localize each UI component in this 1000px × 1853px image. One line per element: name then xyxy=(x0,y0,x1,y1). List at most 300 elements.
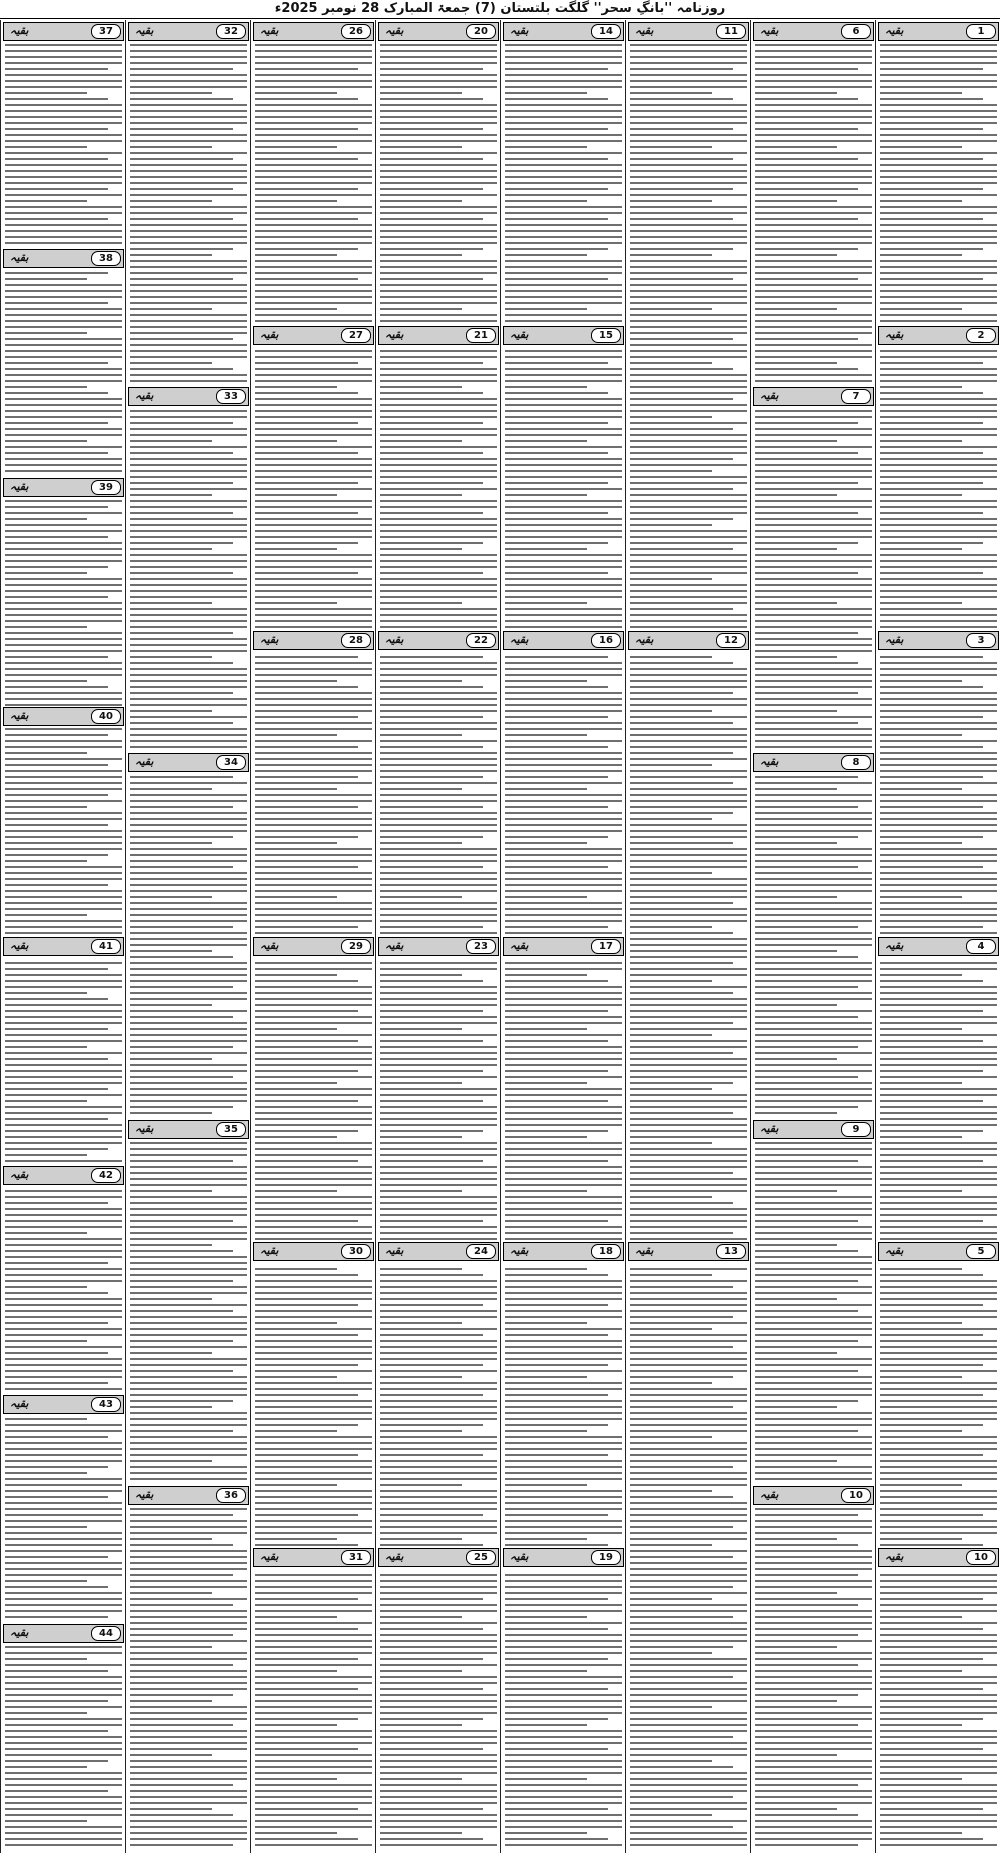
text-line xyxy=(5,1460,122,1462)
continuation-header xyxy=(878,22,999,41)
text-line xyxy=(380,506,497,508)
text-line xyxy=(130,578,247,580)
text-line xyxy=(630,1466,733,1468)
text-line xyxy=(255,920,372,922)
text-line xyxy=(5,104,122,106)
text-line xyxy=(5,1574,122,1576)
text-line xyxy=(880,68,983,70)
text-line xyxy=(880,668,997,670)
text-line xyxy=(505,206,622,208)
continuation-label: بقیہ xyxy=(385,633,404,646)
text-line xyxy=(880,158,983,160)
text-line xyxy=(755,470,872,472)
text-line xyxy=(5,1256,122,1258)
text-line xyxy=(505,986,622,988)
text-line xyxy=(5,1190,122,1192)
text-line xyxy=(880,272,997,274)
text-line xyxy=(630,1370,747,1372)
continuation-label: بقیہ xyxy=(760,755,779,768)
text-line xyxy=(755,530,872,532)
text-line xyxy=(505,1688,608,1690)
text-line xyxy=(755,548,837,550)
text-line xyxy=(630,986,747,988)
text-line xyxy=(880,728,997,730)
text-line xyxy=(880,1202,997,1204)
text-line xyxy=(630,602,747,604)
text-line xyxy=(630,56,747,58)
text-line xyxy=(5,758,122,760)
text-line xyxy=(5,1730,108,1732)
text-line xyxy=(380,1706,497,1708)
text-line xyxy=(255,1172,372,1174)
text-line xyxy=(755,1448,872,1450)
text-line xyxy=(505,272,622,274)
text-line xyxy=(130,1658,247,1660)
text-line xyxy=(755,1838,872,1840)
text-line xyxy=(130,812,247,814)
text-line xyxy=(130,800,247,802)
text-line xyxy=(5,1814,122,1816)
text-line xyxy=(880,236,997,238)
text-line xyxy=(880,140,997,142)
text-line xyxy=(255,530,372,532)
text-line xyxy=(505,1232,622,1234)
text-line xyxy=(755,446,872,448)
text-line xyxy=(755,1286,872,1288)
text-line xyxy=(505,1202,622,1204)
text-line xyxy=(630,1586,733,1588)
text-line xyxy=(755,1184,872,1186)
continuation-label: بقیہ xyxy=(135,755,154,768)
text-line xyxy=(380,614,497,616)
text-line xyxy=(505,140,622,142)
text-line xyxy=(880,1004,997,1006)
text-line xyxy=(380,692,497,694)
text-line xyxy=(880,1826,997,1828)
continuation-number: 3 xyxy=(966,633,996,648)
text-line xyxy=(880,752,997,754)
text-line xyxy=(5,530,122,532)
text-line xyxy=(130,104,247,106)
text-line xyxy=(130,1196,247,1198)
text-line xyxy=(505,608,622,610)
text-line xyxy=(880,1508,997,1510)
continuation-header xyxy=(253,1548,374,1567)
text-line xyxy=(755,1196,872,1198)
text-line xyxy=(380,1064,497,1066)
text-line xyxy=(5,1010,122,1012)
text-line xyxy=(505,1418,622,1420)
text-line xyxy=(255,1700,372,1702)
text-line xyxy=(130,1538,212,1540)
text-line xyxy=(380,1598,483,1600)
text-line xyxy=(5,1556,108,1558)
continuation-label: بقیہ xyxy=(10,1168,29,1181)
text-line xyxy=(505,500,622,502)
text-line xyxy=(5,1802,122,1804)
text-line xyxy=(755,1244,837,1246)
text-line xyxy=(880,314,997,316)
continuation-label: بقیہ xyxy=(510,939,529,952)
text-line xyxy=(755,80,872,82)
text-line xyxy=(755,1628,872,1630)
text-line xyxy=(255,872,372,874)
text-line xyxy=(380,1664,497,1666)
text-line xyxy=(380,248,483,250)
text-line xyxy=(505,410,622,412)
text-line xyxy=(5,506,108,508)
text-line xyxy=(630,1070,747,1072)
continuation-number: 6 xyxy=(841,24,871,39)
text-line xyxy=(630,1484,747,1486)
text-line xyxy=(130,974,247,976)
text-line xyxy=(130,1154,247,1156)
text-line xyxy=(880,1064,997,1066)
text-line xyxy=(380,1166,497,1168)
text-line xyxy=(130,50,247,52)
text-line xyxy=(880,170,997,172)
text-line xyxy=(880,320,997,322)
text-line xyxy=(755,338,858,340)
text-line xyxy=(755,1076,858,1078)
text-line xyxy=(5,692,122,694)
text-line xyxy=(380,1100,483,1102)
text-line xyxy=(505,458,622,460)
text-line xyxy=(630,1124,747,1126)
text-line xyxy=(130,1292,247,1294)
text-line xyxy=(5,578,122,580)
text-line xyxy=(255,1334,358,1336)
continuation-number: 25 xyxy=(466,1550,496,1565)
text-line xyxy=(755,1376,872,1378)
text-line xyxy=(505,1184,622,1186)
text-line xyxy=(630,1754,747,1756)
text-line xyxy=(880,524,997,526)
text-line xyxy=(130,1034,247,1036)
text-line xyxy=(630,596,747,598)
text-line xyxy=(505,836,608,838)
text-line xyxy=(130,1814,233,1816)
text-line xyxy=(755,644,872,646)
text-line xyxy=(380,1838,483,1840)
text-line xyxy=(255,1796,372,1798)
text-line xyxy=(755,608,872,610)
text-line xyxy=(505,806,608,808)
continuation-number: 38 xyxy=(91,251,121,266)
text-line xyxy=(505,1304,608,1306)
text-line xyxy=(505,1142,622,1144)
continuation-label: بقیہ xyxy=(10,251,29,264)
text-line xyxy=(380,314,497,316)
text-line xyxy=(505,266,622,268)
text-line xyxy=(5,1154,87,1156)
text-line xyxy=(5,80,122,82)
text-line xyxy=(505,242,622,244)
text-line xyxy=(880,1400,997,1402)
text-line xyxy=(255,188,358,190)
text-line xyxy=(255,122,372,124)
text-line xyxy=(380,1286,497,1288)
text-line xyxy=(380,512,483,514)
text-line xyxy=(255,1604,372,1606)
text-line xyxy=(380,560,497,562)
text-line xyxy=(880,626,997,628)
text-line xyxy=(5,1070,122,1072)
text-line xyxy=(755,1442,872,1444)
text-line xyxy=(505,146,587,148)
text-line xyxy=(5,86,122,88)
text-line xyxy=(5,740,122,742)
text-line xyxy=(630,902,733,904)
text-line xyxy=(505,1088,622,1090)
text-line xyxy=(880,1682,997,1684)
text-line xyxy=(880,1760,997,1762)
text-line xyxy=(505,974,587,976)
text-line xyxy=(380,1760,497,1762)
text-line xyxy=(880,116,997,118)
text-line xyxy=(130,986,233,988)
text-line xyxy=(755,1748,872,1750)
text-line xyxy=(880,584,997,586)
text-line xyxy=(755,704,872,706)
text-line xyxy=(505,998,622,1000)
text-line xyxy=(755,1832,872,1834)
text-line xyxy=(630,1718,747,1720)
text-line xyxy=(130,656,212,658)
text-line xyxy=(505,812,622,814)
text-line xyxy=(130,80,247,82)
continuation-header xyxy=(878,937,999,956)
text-line xyxy=(880,512,983,514)
text-line xyxy=(755,440,837,442)
text-line xyxy=(255,1376,337,1378)
text-line xyxy=(755,1688,872,1690)
text-line xyxy=(255,194,372,196)
text-line xyxy=(130,140,247,142)
text-line xyxy=(255,1766,372,1768)
text-line xyxy=(255,806,358,808)
text-line xyxy=(380,860,497,862)
text-line xyxy=(5,116,122,118)
text-line xyxy=(755,500,872,502)
text-line xyxy=(380,1298,497,1300)
text-line xyxy=(630,818,712,820)
text-line xyxy=(130,1598,247,1600)
text-line xyxy=(630,1658,747,1660)
text-line xyxy=(130,1388,247,1390)
text-line xyxy=(380,224,497,226)
text-line xyxy=(255,272,372,274)
text-line xyxy=(505,818,622,820)
text-line xyxy=(130,1412,247,1414)
text-line xyxy=(880,242,997,244)
text-line xyxy=(130,860,247,862)
text-line xyxy=(880,776,983,778)
text-line xyxy=(630,782,733,784)
text-line xyxy=(5,1034,122,1036)
text-line xyxy=(5,1682,122,1684)
text-line xyxy=(5,1568,122,1570)
text-line xyxy=(505,428,622,430)
text-line xyxy=(755,782,872,784)
text-line xyxy=(5,560,122,562)
text-line xyxy=(630,1352,747,1354)
text-line xyxy=(380,962,497,964)
text-line xyxy=(630,1730,747,1732)
text-line xyxy=(630,920,747,922)
text-line xyxy=(5,1334,122,1336)
continuation-header xyxy=(503,1242,624,1261)
text-line xyxy=(880,710,997,712)
text-line xyxy=(755,1364,872,1366)
text-line xyxy=(5,1736,122,1738)
text-line xyxy=(5,1742,122,1744)
text-line xyxy=(880,1088,997,1090)
text-line xyxy=(755,986,858,988)
text-line xyxy=(255,134,372,136)
text-line xyxy=(630,524,712,526)
text-line xyxy=(505,704,622,706)
text-line xyxy=(380,416,497,418)
text-line xyxy=(755,1820,872,1822)
text-line xyxy=(130,1802,247,1804)
text-line xyxy=(630,1412,747,1414)
text-line xyxy=(755,1208,872,1210)
text-line xyxy=(755,932,872,934)
text-line xyxy=(380,398,497,400)
text-line xyxy=(755,1700,837,1702)
text-line xyxy=(5,1670,108,1672)
text-line xyxy=(380,1148,497,1150)
text-line xyxy=(505,554,622,556)
text-line xyxy=(130,1112,212,1114)
text-line xyxy=(255,1298,372,1300)
text-line xyxy=(5,842,122,844)
text-line xyxy=(130,554,247,556)
text-line xyxy=(755,476,872,478)
text-line xyxy=(5,1646,122,1648)
text-line xyxy=(130,1232,247,1234)
text-line xyxy=(630,1520,747,1522)
text-line xyxy=(5,518,87,520)
text-line xyxy=(630,1694,747,1696)
continuation-header xyxy=(253,22,374,41)
text-line xyxy=(255,1790,372,1792)
text-line xyxy=(5,764,108,766)
text-line xyxy=(130,1508,247,1510)
text-line xyxy=(630,278,733,280)
text-line xyxy=(130,1280,233,1282)
text-line xyxy=(130,308,212,310)
text-line xyxy=(630,116,747,118)
text-line xyxy=(255,290,372,292)
text-line xyxy=(380,1346,497,1348)
text-line xyxy=(130,1088,247,1090)
text-line xyxy=(880,254,962,256)
text-line xyxy=(880,1160,983,1162)
text-line xyxy=(380,902,497,904)
text-line xyxy=(380,1724,462,1726)
continuation-label: بقیہ xyxy=(135,1488,154,1501)
text-line xyxy=(880,698,997,700)
text-line xyxy=(380,242,497,244)
text-line xyxy=(5,56,122,58)
text-line xyxy=(755,980,872,982)
text-line xyxy=(880,1370,997,1372)
text-line xyxy=(130,1214,247,1216)
text-line xyxy=(505,296,622,298)
text-line xyxy=(505,1424,608,1426)
text-line xyxy=(255,254,337,256)
text-line xyxy=(755,1760,872,1762)
text-line xyxy=(380,794,497,796)
text-line xyxy=(755,1382,872,1384)
text-line xyxy=(5,968,108,970)
text-line xyxy=(755,866,858,868)
text-line xyxy=(380,464,497,466)
column-5 xyxy=(375,20,501,1853)
text-line xyxy=(5,1610,122,1612)
text-line xyxy=(630,716,747,718)
text-line xyxy=(130,614,247,616)
text-line xyxy=(755,1592,837,1594)
column-4 xyxy=(500,20,626,1853)
text-line xyxy=(380,92,462,94)
text-line xyxy=(255,1628,358,1630)
text-line xyxy=(755,1790,872,1792)
text-line xyxy=(880,554,997,556)
text-line xyxy=(380,308,462,310)
text-line xyxy=(755,1412,872,1414)
text-line xyxy=(5,590,122,592)
text-line xyxy=(630,572,747,574)
text-line xyxy=(255,1328,372,1330)
text-line xyxy=(880,1154,997,1156)
text-line xyxy=(880,134,997,136)
text-line xyxy=(630,1004,747,1006)
text-line xyxy=(255,722,372,724)
text-line xyxy=(755,368,858,370)
text-line xyxy=(505,1730,622,1732)
text-line xyxy=(380,1154,497,1156)
text-line xyxy=(255,710,372,712)
text-line xyxy=(255,794,372,796)
text-line xyxy=(630,974,747,976)
text-line xyxy=(5,188,108,190)
text-line xyxy=(380,266,497,268)
text-line xyxy=(5,1664,122,1666)
text-line xyxy=(255,110,372,112)
text-line xyxy=(380,422,483,424)
text-line xyxy=(505,848,622,850)
text-line xyxy=(380,578,497,580)
text-line xyxy=(255,1676,372,1678)
text-line xyxy=(630,1736,733,1738)
text-line xyxy=(255,1772,372,1774)
text-line xyxy=(255,1712,372,1714)
text-line xyxy=(505,722,622,724)
text-line xyxy=(5,1310,122,1312)
continuation-header xyxy=(3,1624,124,1643)
text-line xyxy=(880,1634,997,1636)
text-line xyxy=(505,1742,622,1744)
text-line xyxy=(380,80,497,82)
text-line xyxy=(505,134,622,136)
text-line xyxy=(505,968,622,970)
text-line xyxy=(5,1286,87,1288)
text-line xyxy=(130,1094,247,1096)
text-line xyxy=(255,830,372,832)
